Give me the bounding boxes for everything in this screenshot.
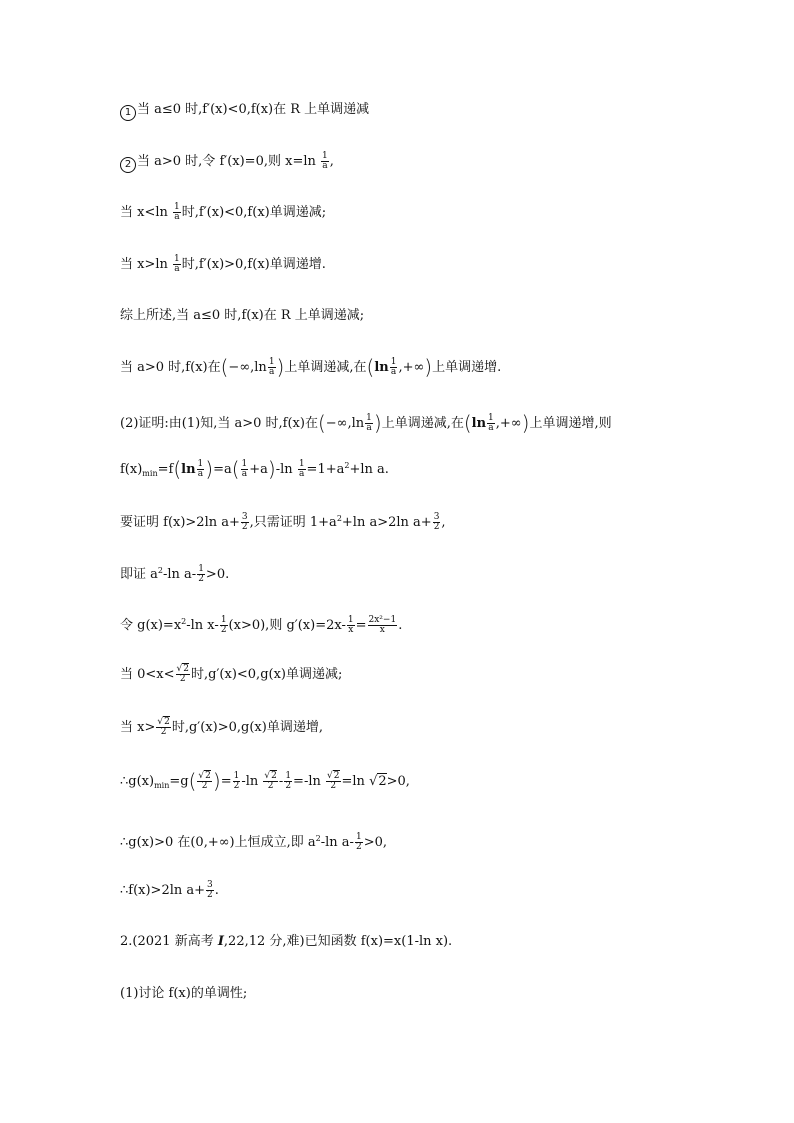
denominator: 2 [160,727,167,737]
radicand: 2 [205,771,211,781]
interval-text: ln [471,416,487,431]
expr: +ln a>2ln a+ [341,515,432,530]
denominator: 2 [330,781,337,791]
expr: >0, [363,835,387,850]
goal-line [120,510,446,532]
fraction [326,772,340,791]
case-a-positive [120,152,334,173]
numerator: 1 [322,151,328,161]
superscript: 2 [315,834,321,843]
denominator: 2 [220,625,227,635]
denominator: x [379,625,385,635]
numerator: 1 [268,357,275,367]
problem-2-statement [120,933,452,951]
fraction [487,414,495,433]
denominator: 2 [179,674,186,684]
fraction [241,460,249,479]
expr: ∴f(x)>2ln a+ [120,883,206,898]
expr: 时,g′(x)<0,g(x)单调递减; [191,667,343,682]
right-paren: ) [267,457,276,481]
fraction [173,203,181,222]
g-positive-line [120,830,387,852]
expr: ∴g(x)>0 在(0,+∞)上恒成立,即 a [120,835,316,850]
denominator: a [197,469,204,479]
superscript: 2 [336,514,342,523]
fraction [197,772,211,791]
fraction [241,513,249,532]
expr: f(x) [120,462,143,477]
radicand: 2 [271,771,277,781]
denominator: a [174,264,180,274]
denominator: 2 [198,574,204,584]
subscript: min [154,781,170,790]
fraction [355,833,363,852]
expr: =a [213,462,232,477]
subscript: min [142,469,158,478]
expr: ,22,12 分,难)已知函数 f(x)=x(1-ln x). [223,934,453,949]
circled-number: 2 [120,157,136,173]
numerator: 2x²−1 [368,615,397,625]
denominator: 2 [241,522,248,532]
fraction [263,772,277,791]
numerator: √2 [327,771,340,781]
denominator: a [322,161,328,171]
expr: , [441,515,446,530]
expr: - [278,774,284,789]
radicand: 2 [378,774,387,789]
fraction [173,255,181,274]
fraction [347,616,355,635]
numerator: 1 [285,771,292,781]
roman-numeral: Ⅰ [217,934,224,949]
fraction [176,665,190,684]
expr: 当 0<x< [120,667,175,682]
denominator: 2 [201,781,208,791]
numerator: 1 [233,771,240,781]
numerator: 1 [174,254,180,264]
denominator: 2 [267,781,274,791]
line-text: 上单调递减,在 [284,360,367,375]
denominator: 2 [285,781,292,791]
fraction [233,772,241,791]
decreasing-interval-line [120,203,326,222]
problem-2-part-1 [120,985,247,1003]
expr: (x>0),则 g′(x)=2x- [228,618,346,633]
denominator: a [390,367,397,377]
denominator: a [488,423,494,433]
fraction [197,460,205,479]
case-a-nonpositive [120,101,369,121]
expr: =f [157,462,174,477]
numerator: 1 [355,832,362,842]
interval-text: ,+∞ [398,360,425,375]
circled-number: 1 [120,105,136,121]
fraction [284,772,292,791]
right-paren: ) [373,411,382,435]
fraction [321,152,329,171]
g-decreasing-line [120,665,342,684]
superscript: 2 [344,461,350,470]
right-paren: ) [205,457,214,481]
line-text: 时,f′(x)>0,f(x)单调递增. [181,257,326,272]
numerator: 3 [241,512,248,522]
line-text: (1)讨论 f(x)的单调性; [120,986,248,1001]
denominator: a [366,423,372,433]
left-paren: ( [317,411,326,435]
denominator: 2 [355,842,362,852]
numerator: 1 [241,459,248,469]
expr: = [355,618,367,633]
numerator: √2 [157,717,170,727]
fraction [298,460,306,479]
denominator: a [241,469,248,479]
conclusion-line [120,881,219,900]
expr: +ln a. [349,462,389,477]
left-paren: ( [220,355,229,379]
line-tail: , [329,154,334,169]
fraction [156,718,170,737]
denominator: 2 [207,890,213,900]
expr: -ln [275,462,293,477]
numerator: 1 [366,413,372,423]
line-text: 上单调递增,则 [529,416,612,431]
increasing-interval-line [120,255,326,274]
expr: >0, [386,774,410,789]
interval-text: −∞,ln [228,360,267,375]
fraction [365,414,373,433]
left-paren: ( [173,457,182,481]
left-paren: ( [188,769,197,793]
expr: . [398,618,403,633]
denominator: 2 [433,522,440,532]
line-text: 上单调递减,在 [381,416,464,431]
proof-intro-line [120,411,612,435]
radicand: 2 [183,664,190,674]
numerator: 1 [220,615,227,625]
line-text: 时,f′(x)<0,f(x)单调递减; [181,205,327,220]
denominator: a [268,367,275,377]
right-paren: ) [276,355,285,379]
expr: =1+a [306,462,345,477]
fraction [197,565,205,584]
superscript: 2 [157,566,163,575]
radicand: 2 [333,771,340,781]
expr: 当 x> [120,720,156,735]
expr: -ln a- [162,567,197,582]
numerator: 1 [174,202,180,212]
expr: ,只需证明 1+a [249,515,337,530]
summary-line [120,307,364,325]
expr: =-ln [293,774,321,789]
expr: =g [169,774,189,789]
g-min-line: $\therefore g(x)_{min}=g$( $\frac{√2}{2}$ )= $\frac{1}{2}$ -ln $\frac{√2}{2}$ - $\frac{1}{2}$ =-ln $\frac{√2}{2}$ =ln √2>0, [120,769,410,793]
numerator: √2 [264,771,277,781]
left-paren: ( [231,457,240,481]
line-text: 当 x<ln [120,205,168,220]
line-text: 综上所述,当 a≤0 时,f(x)在 R 上单调递减; [120,308,365,323]
expr: = [220,774,232,789]
expr: 即证 a [120,567,158,582]
expr: ∴g(x) [120,774,155,789]
interval-text: −∞,ln [325,416,365,431]
denominator: 2 [233,781,240,791]
right-paren: ) [212,769,221,793]
left-paren: ( [366,355,375,379]
equivalent-goal-line [120,562,229,584]
expr: >0. [205,567,230,582]
line-text: 当 a≤0 时,f′(x)<0,f(x)在 R 上单调递减 [137,102,370,117]
superscript: 2 [181,617,187,626]
fraction [206,881,214,900]
fraction [368,616,398,635]
line-text: 当 a>0 时,f(x)在 [120,360,221,375]
numerator: 3 [207,880,213,890]
numerator: 1 [198,564,204,574]
numerator: 1 [197,459,204,469]
fraction [433,513,441,532]
expr: 要证明 f(x)>2ln a+ [120,515,240,530]
expr: 2.(2021 新高考 [120,934,218,949]
numerator: √2 [176,664,190,674]
min-value-line [120,457,389,483]
right-paren: ) [424,355,433,379]
numerator: 1 [488,413,494,423]
denominator: a [298,469,305,479]
expr: ln [181,462,196,477]
numerator: 1 [390,357,397,367]
radicand: 2 [164,717,170,727]
denominator: a [174,212,180,222]
expr: -ln [241,774,259,789]
interval-text: ,+∞ [495,416,522,431]
numerator: 3 [433,512,440,522]
summary-positive-line [120,355,502,379]
line-text: 当 a>0 时,令 f′(x)=0,则 x=ln [137,154,316,169]
expr: =ln [341,774,370,789]
expr: -ln x- [186,618,219,633]
g-increasing-line [120,718,323,737]
expr: 时,g′(x)>0,g(x)单调递增, [171,720,323,735]
line-text: (2)证明:由(1)知,当 a>0 时,f(x)在 [120,416,318,431]
expr: +a [249,462,268,477]
numerator: 1 [347,615,354,625]
interval-text: ln [374,360,389,375]
define-g-line [120,613,402,635]
line-text: 当 x>ln [120,257,168,272]
right-paren: ) [521,411,530,435]
fraction [268,358,276,377]
line-text: 上单调递增. [432,360,502,375]
fraction [220,616,228,635]
expr: . [214,883,219,898]
left-paren: ( [463,411,472,435]
numerator: 1 [298,459,305,469]
denominator: x [348,625,354,635]
fraction [390,358,398,377]
expr: -ln a- [320,835,354,850]
numerator: √2 [198,771,211,781]
expr: 令 g(x)=x [120,618,182,633]
